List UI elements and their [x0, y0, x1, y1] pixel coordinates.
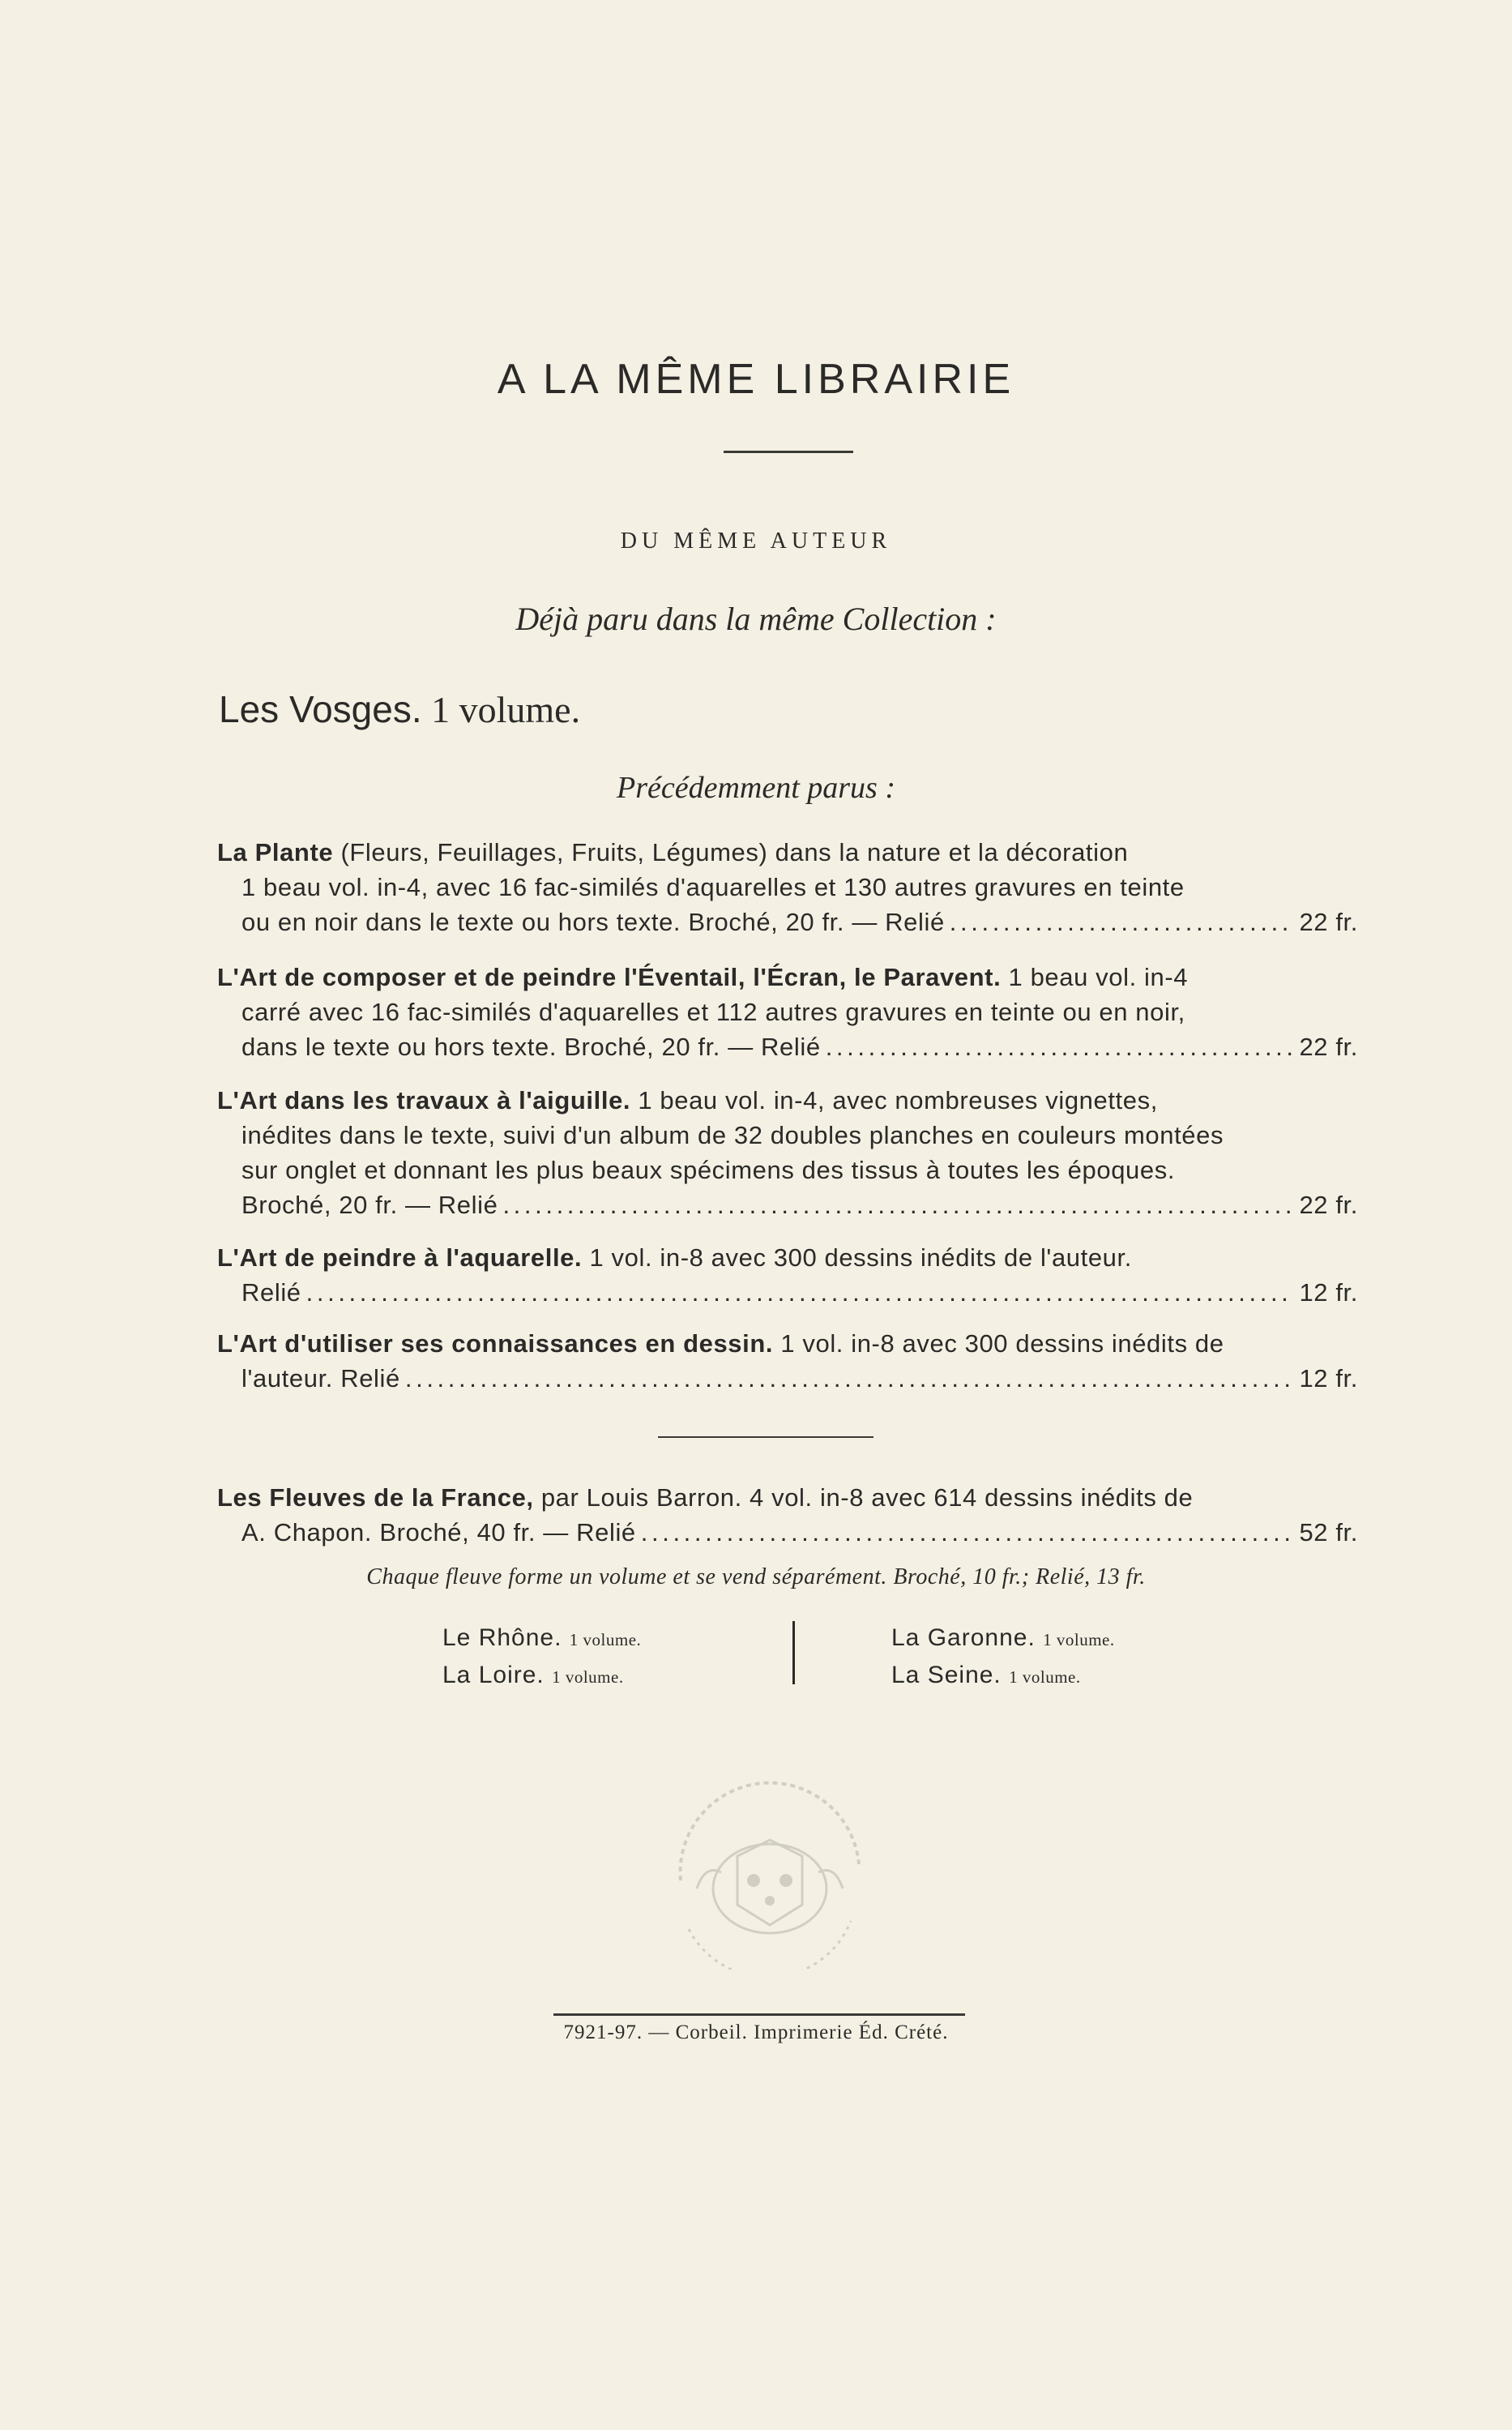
library-stamp-icon [648, 1767, 891, 1970]
volume-detail: 1 volume. [1043, 1630, 1115, 1649]
featured-detail: 1 volume. [431, 689, 581, 730]
entry-text: Relié [241, 1278, 301, 1307]
entry-title: La Plante [217, 838, 334, 866]
entry-title: L'Art d'utiliser ses connaissances en dessin. [217, 1329, 774, 1358]
entry-line [217, 1515, 1358, 1550]
entry-line [217, 1083, 1358, 1118]
volume-detail: 1 volume. [569, 1630, 642, 1649]
volume-detail: 1 volume. [1009, 1667, 1081, 1687]
entry-line [217, 1480, 1358, 1515]
entry-text: (Fleurs, Feuillages, Fruits, Légumes) dans la nature et la décoration [333, 838, 1129, 866]
entry-title: L'Art dans les travaux à l'aiguille. [217, 1086, 631, 1114]
volume-detail: 1 volume. [552, 1667, 624, 1687]
entry-price: 22 fr. [1299, 1191, 1358, 1219]
entry-text: par Louis Barron. 4 vol. in-8 avec 614 dessins inédits de [533, 1483, 1194, 1512]
entry-line [217, 1240, 1358, 1275]
featured-name: Les Vosges. [219, 688, 422, 730]
entry-text: A. Chapon. Broché, 40 fr. — Relié [241, 1518, 636, 1547]
entry-line [217, 960, 1358, 995]
featured-title [219, 687, 580, 731]
author-subheading: DU MÊME AUTEUR [620, 528, 892, 554]
entry-price: 12 fr. [1299, 1278, 1358, 1307]
entry-text: 1 beau vol. in-4, avec 16 fac-similés d'aquarelles et 130 autres gravures en teinte [241, 873, 1185, 901]
entry-price: 52 fr. [1299, 1518, 1358, 1547]
dot-leader [502, 1187, 1294, 1222]
entry-text: 1 vol. in-8 avec 300 dessins inédits de l'auteur. [582, 1243, 1132, 1272]
entry-text: 1 beau vol. in-4 [1001, 963, 1189, 991]
dot-leader [405, 1361, 1295, 1396]
dot-leader [306, 1275, 1295, 1310]
entry-text: 1 vol. in-8 avec 300 dessins inédits de [773, 1329, 1224, 1358]
entry-text: ou en noir dans le texte ou hors texte. Broché, 20 fr. — Relié [241, 908, 945, 936]
section-previously-published: Précédemment parus : [616, 771, 895, 805]
catalog-entry-fleuves [217, 1480, 1358, 1550]
entry-text: carré avec 16 fac-similés d'aquarelles et 112 autres gravures en teinte ou en noir, [241, 998, 1185, 1026]
entry-text: 1 beau vol. in-4, avec nombreuses vignettes, [630, 1086, 1158, 1114]
printer-imprint: 7921-97. — Corbeil. Imprimerie Éd. Crété. [563, 2021, 949, 2043]
entry-title: L'Art de composer et de peindre l'Éventail, l'Écran, le Paravent. [217, 963, 1002, 991]
volume-name: La Loire. [442, 1662, 545, 1688]
volume-item [442, 1662, 624, 1689]
entry-price: 12 fr. [1299, 1364, 1358, 1393]
entry-line [217, 1029, 1358, 1064]
entry-line [217, 870, 1358, 905]
entry-line [217, 1187, 1358, 1222]
series-note: Chaque fleuve forme un volume et se vend séparément. Broché, 10 fr.; Relié, 13 fr. [366, 1564, 1146, 1589]
entry-line [217, 835, 1358, 870]
page-title: A LA MÊME LIBRAIRIE [497, 356, 1015, 403]
entry-text: sur onglet et donnant les plus beaux spécimens des tissus à toutes les époques. [241, 1156, 1176, 1184]
entry-line [217, 905, 1358, 939]
catalog-entry-plante [217, 835, 1358, 939]
entry-line [217, 1326, 1358, 1361]
entry-line [217, 1118, 1358, 1153]
entry-line [217, 995, 1358, 1029]
entry-title: L'Art de peindre à l'aquarelle. [217, 1243, 583, 1272]
volume-name: La Seine. [891, 1662, 1002, 1688]
dot-leader [641, 1515, 1295, 1550]
catalog-entry-dessin [217, 1326, 1358, 1396]
catalog-entry-eventail [217, 960, 1358, 1064]
volume-divider [792, 1621, 795, 1684]
entry-text: dans le texte ou hors texte. Broché, 20 fr. — Relié [241, 1033, 821, 1061]
title-divider [724, 451, 853, 453]
volume-name: Le Rhône. [442, 1624, 562, 1651]
entry-title: Les Fleuves de la France, [217, 1483, 534, 1512]
section-already-published: Déjà paru dans la même Collection : [515, 601, 997, 637]
entry-line [217, 1275, 1358, 1310]
entry-line [217, 1153, 1358, 1187]
catalog-entry-aiguille [217, 1083, 1358, 1222]
entry-price: 22 fr. [1299, 1033, 1358, 1061]
volume-item [891, 1624, 1115, 1652]
entry-text: l'auteur. Relié [241, 1364, 400, 1393]
entry-line [217, 1361, 1358, 1396]
entry-price: 22 fr. [1299, 908, 1358, 936]
dot-leader [826, 1029, 1295, 1064]
volume-name: La Garonne. [891, 1624, 1036, 1651]
entry-text: inédites dans le texte, suivi d'un album de 32 doubles planches en couleurs montées [241, 1121, 1224, 1149]
section-divider [658, 1436, 873, 1438]
dot-leader [950, 905, 1295, 939]
imprint-divider [553, 2013, 965, 2016]
volume-item [442, 1624, 641, 1652]
catalog-entry-aquarelle [217, 1240, 1358, 1310]
entry-text: Broché, 20 fr. — Relié [241, 1191, 498, 1219]
volume-item [891, 1662, 1081, 1689]
